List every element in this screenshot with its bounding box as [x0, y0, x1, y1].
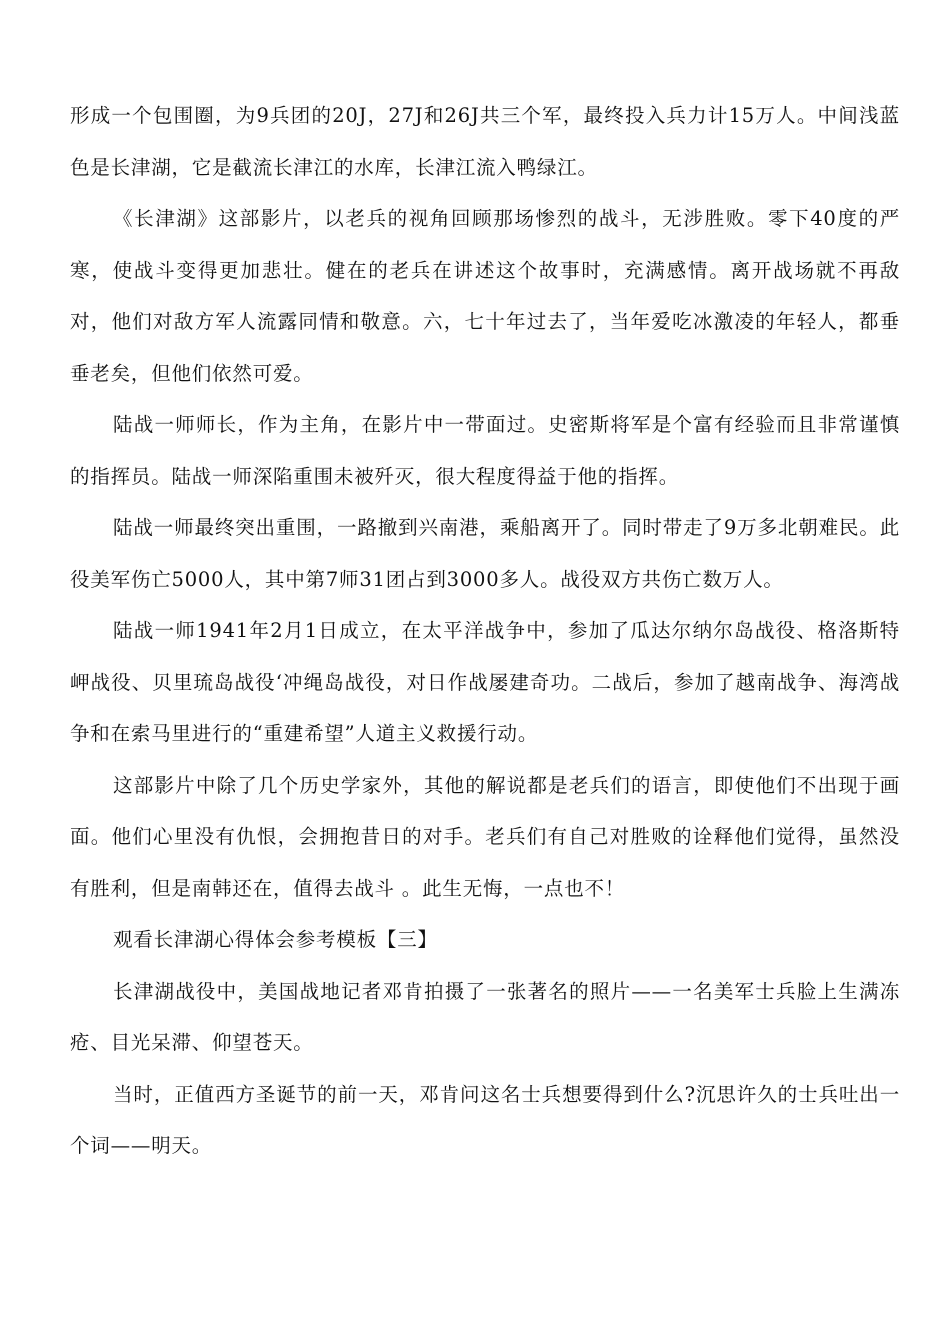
paragraph-5: 陆战一师1941年2月1日成立，在太平洋战争中，参加了瓜达尔纳尔岛战役、格洛斯特岬战役、贝里琉岛战役‘冲绳岛战役，对日作战屡建奇功。二战后，参加了越南战争、海湾战争和在索马里进行的“重建希望”人道主义救援行动。 — [70, 619, 900, 745]
paragraph-3: 陆战一师师长，作为主角，在影片中一带面过。史密斯将军是个富有经验而且非常谨慎的指挥员。陆战一师深陷重围未被歼灭，很大程度得益于他的指挥。 — [70, 413, 900, 488]
section-heading: 观看长津湖心得体会参考模板【三】 — [113, 928, 438, 951]
paragraph-6: 这部影片中除了几个历史学家外，其他的解说都是老兵们的语言，即使他们不出现于画面。他们心里没有仇恨，会拥抱昔日的对手。老兵们有自己对胜败的诠释他们觉得，虽然没有胜利，但是南韩还在，值得去战斗 。此生无悔，一点也不！ — [70, 773, 900, 900]
document-body — [70, 90, 900, 1172]
paragraph-1: 形成一个包围圈，为9兵团的20J，27J和26J共三个军，最终投入兵力计15万人。中间浅蓝色是长津湖，它是截流长津江的水库，长津江流入鸭绿江。 — [70, 104, 900, 179]
paragraph-7: 长津湖战役中，美国战地记者邓肯拍摄了一张著名的照片——一名美军士兵脸上生满冻疮、目光呆滞、仰望苍天。 — [70, 979, 900, 1054]
paragraph-2: 《长津湖》这部影片，以老兵的视角回顾那场惨烈的战斗，无涉胜败。零下40度的严寒，使战斗变得更加悲壮。健在的老兵在讲述这个故事时，充满感情。离开战场就不再敌对，他们对敌方军人流露同情和敬意。六，七十年过去了，当年爱吃冰激凌的年轻人，都垂垂老矣，但他们依然可爱。 — [70, 207, 900, 385]
paragraph-4: 陆战一师最终突出重围，一路撤到兴南港，乘船离开了。同时带走了9万多北朝难民。此役美军伤亡5000人，其中第7师31团占到3000多人。战役双方共伤亡数万人。 — [70, 516, 900, 591]
paragraph-8: 当时，正值西方圣诞节的前一天，邓肯问这名士兵想要得到什么?沉思许久的士兵吐出一个词——明天。 — [70, 1082, 900, 1157]
